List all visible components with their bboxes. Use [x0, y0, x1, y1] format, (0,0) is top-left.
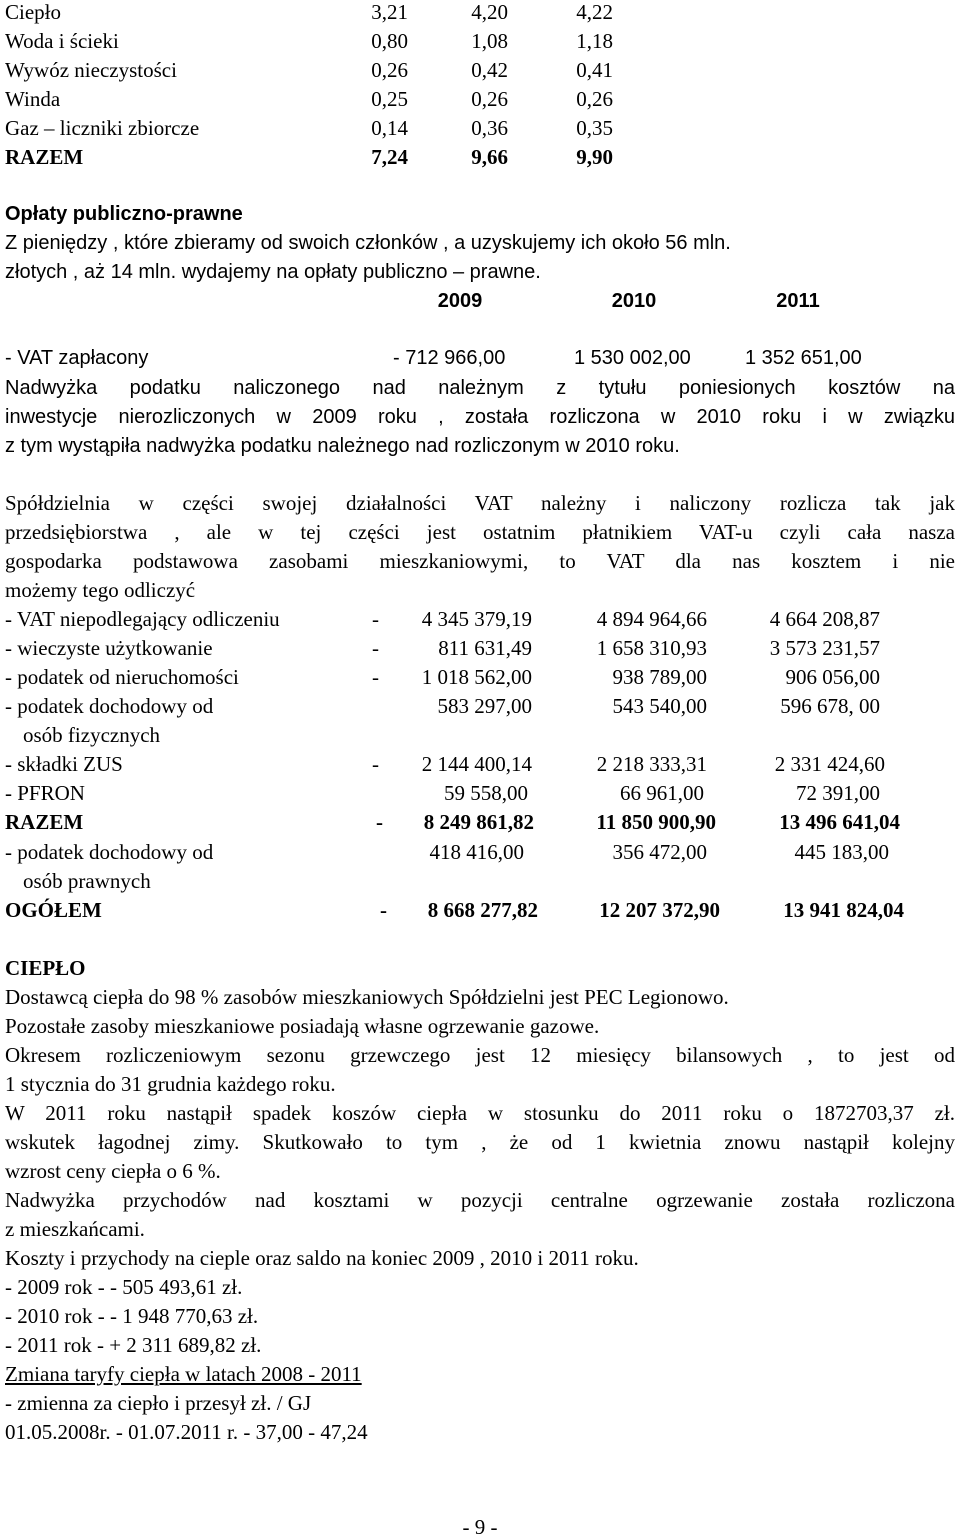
coop-para-2: przedsiębiorstwa , ale w tej części jest ostatnim płatnikiem VAT-u czyli cała nasza — [5, 520, 955, 544]
tax-row-2011: 906 056,00 — [785, 665, 880, 689]
tax-row-2009: 2 144 400,14 — [421, 752, 532, 776]
heat-balance: - 2010 rok - - 1 948 770,63 zł. — [5, 1304, 259, 1328]
legal-tax-2010: 356 472,00 — [612, 840, 707, 864]
tax-row-2010: 2 218 333,31 — [596, 752, 707, 776]
heat-line: z mieszkańcami. — [5, 1217, 145, 1241]
tax-row-2010: 66 961,00 — [620, 781, 704, 805]
tariff-row: 01.05.2008r. - 01.07.2011 r. - 37,00 - 47,24 — [5, 1420, 368, 1444]
heat-line: Okresem rozliczeniowym sezonu grzewczego jest 12 miesięcy bilansowych , to jest od — [5, 1043, 955, 1067]
tax-row-2011: 4 664 208,87 — [769, 607, 880, 631]
grand-total-2010: 12 207 372,90 — [599, 898, 720, 922]
utility-row-2011: 0,41 — [576, 58, 613, 82]
tax-row-2010: 543 540,00 — [612, 694, 707, 718]
legal-tax-label-cont: osób prawnych — [23, 869, 151, 893]
heat-line: Dostawcą ciepła do 98 % zasobów mieszkaniowych Spółdzielni jest PEC Legionowo. — [5, 985, 729, 1009]
utility-row-2009: 3,21 — [371, 0, 408, 24]
heat-line: wzrost ceny ciepła o 6 %. — [5, 1159, 221, 1183]
heat-heading: CIEPŁO — [5, 956, 86, 980]
tax-row-2009: 59 558,00 — [444, 781, 528, 805]
coop-para-1: Spółdzielnia w części swojej działalności VAT należny i naliczony rozlicza tak jak — [5, 491, 955, 515]
tax-row-label: - podatek dochodowy od — [5, 694, 214, 718]
tax-row-dash: - — [372, 665, 379, 689]
utility-total-2010: 9,66 — [471, 145, 508, 169]
legal-tax-2011: 445 183,00 — [794, 840, 889, 864]
legal-tax-2009: 418 416,00 — [429, 840, 524, 864]
year-2010-header: 2010 — [611, 290, 657, 312]
tax-row-label: - składki ZUS — [5, 752, 123, 776]
utility-row-2010: 0,36 — [471, 116, 508, 140]
utility-row-2009: 0,14 — [371, 116, 408, 140]
tax-total-2010: 11 850 900,90 — [596, 810, 716, 834]
utility-total-label: RAZEM — [5, 145, 84, 169]
tax-total-2011: 13 496 641,04 — [779, 810, 900, 834]
heat-line: Nadwyżka przychodów nad kosztami w pozycji centralne ogrzewanie została rozliczona — [5, 1188, 955, 1212]
heat-line: W 2011 roku nastąpił spadek koszów ciepła w stosunku do 2011 roku o 1872703,37 zł. — [5, 1101, 955, 1125]
tariff-heading: Zmiana taryfy ciepła w latach 2008 - 2011 — [5, 1362, 362, 1386]
year-2009-header: 2009 — [437, 290, 483, 312]
tax-row-2010: 938 789,00 — [612, 665, 707, 689]
tax-row-dash: - — [372, 607, 379, 631]
tax-total-dash: - — [376, 810, 383, 834]
tax-row-2011: 72 391,00 — [796, 781, 880, 805]
tax-row-2011: 2 331 424,60 — [774, 752, 885, 776]
utility-row-2010: 1,08 — [471, 29, 508, 53]
utility-row-2010: 4,20 — [471, 0, 508, 24]
utility-row-2011: 0,35 — [576, 116, 613, 140]
tax-row-2009: 4 345 379,19 — [421, 607, 532, 631]
tariff-subheading: - zmienna za ciepło i przesył zł. / GJ — [5, 1391, 312, 1415]
utility-row-2010: 0,26 — [471, 87, 508, 111]
tax-row-dash: - — [372, 752, 379, 776]
utility-row-2011: 0,26 — [576, 87, 613, 111]
tax-row-2010: 1 658 310,93 — [596, 636, 707, 660]
grand-total-2009: 8 668 277,82 — [427, 898, 538, 922]
tax-total-2009: 8 249 861,82 — [423, 810, 534, 834]
utility-row-2011: 4,22 — [576, 0, 613, 24]
utility-row-2011: 1,18 — [576, 29, 613, 53]
tax-row-label: - VAT niepodlegający odliczeniu — [5, 607, 280, 631]
utility-row-label: Winda — [5, 87, 61, 111]
utility-row-2009: 0,80 — [371, 29, 408, 53]
utility-row-label: Gaz – liczniki zbiorcze — [5, 116, 200, 140]
vat-note-1: Nadwyżka podatku naliczonego nad należnym z tytułu poniesionych kosztów na — [5, 377, 955, 399]
tax-row-2009: 811 631,49 — [438, 636, 532, 660]
utility-total-2009: 7,24 — [371, 145, 408, 169]
tax-row-2011: 3 573 231,57 — [769, 636, 880, 660]
grand-total-label: OGÓŁEM — [5, 898, 102, 922]
heat-line: Pozostałe zasoby mieszkaniowe posiadają własne ogrzewanie gazowe. — [5, 1014, 600, 1038]
utility-row-label: Wywóz nieczystości — [5, 58, 177, 82]
heat-balance: - 2009 rok - - 505 493,61 zł. — [5, 1275, 243, 1299]
utility-row-2009: 0,26 — [371, 58, 408, 82]
tax-total-label: RAZEM — [5, 810, 84, 834]
public-fees-heading: Opłaty publiczno-prawne — [5, 203, 243, 225]
utility-total-2011: 9,90 — [576, 145, 613, 169]
heat-line: Koszty i przychody na cieple oraz saldo na koniec 2009 , 2010 i 2011 roku. — [5, 1246, 639, 1270]
tax-row-dash: - — [372, 636, 379, 660]
coop-para-3: gospodarka podstawowa zasobami mieszkaniowymi, to VAT dla nas kosztem i nie — [5, 549, 955, 573]
coop-para-4: możemy tego odliczyć — [5, 578, 196, 602]
utility-row-label: Ciepło — [5, 0, 61, 24]
tax-row-2011: 596 678, 00 — [780, 694, 880, 718]
vat-paid-label: - VAT zapłacony — [5, 347, 149, 369]
vat-paid-2011: 1 352 651,00 — [745, 347, 862, 369]
utility-row-label: Woda i ścieki — [5, 29, 119, 53]
utility-row-2010: 0,42 — [471, 58, 508, 82]
legal-tax-label: - podatek dochodowy od — [5, 840, 214, 864]
heat-line: wskutek łagodnej zimy. Skutkowało to tym , że od 1 kwietnia znowu nastąpił kolejny — [5, 1130, 955, 1154]
heat-line: 1 stycznia do 31 grudnia każdego roku. — [5, 1072, 336, 1096]
tax-row-label: - podatek od nieruchomości — [5, 665, 239, 689]
year-2011-header: 2011 — [776, 290, 820, 312]
tax-row-2010: 4 894 964,66 — [596, 607, 707, 631]
tax-row-label: - PFRON — [5, 781, 85, 805]
vat-note-2: inwestycje nierozliczonych w 2009 roku , została rozliczona w 2010 roku i w związku — [5, 406, 955, 428]
tax-row-2009: 1 018 562,00 — [421, 665, 532, 689]
tax-row-label-cont: osób fizycznych — [23, 723, 161, 747]
grand-total-dash: - — [380, 898, 387, 922]
heat-balance: - 2011 rok - + 2 311 689,82 zł. — [5, 1333, 262, 1357]
public-fees-intro-1: Z pieniędzy , które zbieramy od swoich członków , a uzyskujemy ich około 56 mln. — [5, 232, 731, 254]
utility-row-2009: 0,25 — [371, 87, 408, 111]
vat-paid-2010: 1 530 002,00 — [574, 347, 691, 369]
page-number: - 9 - — [462, 1515, 498, 1539]
tax-row-label: - wieczyste użytkowanie — [5, 636, 213, 660]
tax-row-2009: 583 297,00 — [437, 694, 532, 718]
vat-note-3: z tym wystąpiła nadwyżka podatku należnego nad rozliczonym w 2010 roku. — [5, 435, 680, 457]
public-fees-intro-2: złotych , aż 14 mln. wydajemy na opłaty publiczno – prawne. — [5, 261, 541, 283]
grand-total-2011: 13 941 824,04 — [783, 898, 904, 922]
vat-paid-2009: - 712 966,00 — [393, 347, 506, 369]
